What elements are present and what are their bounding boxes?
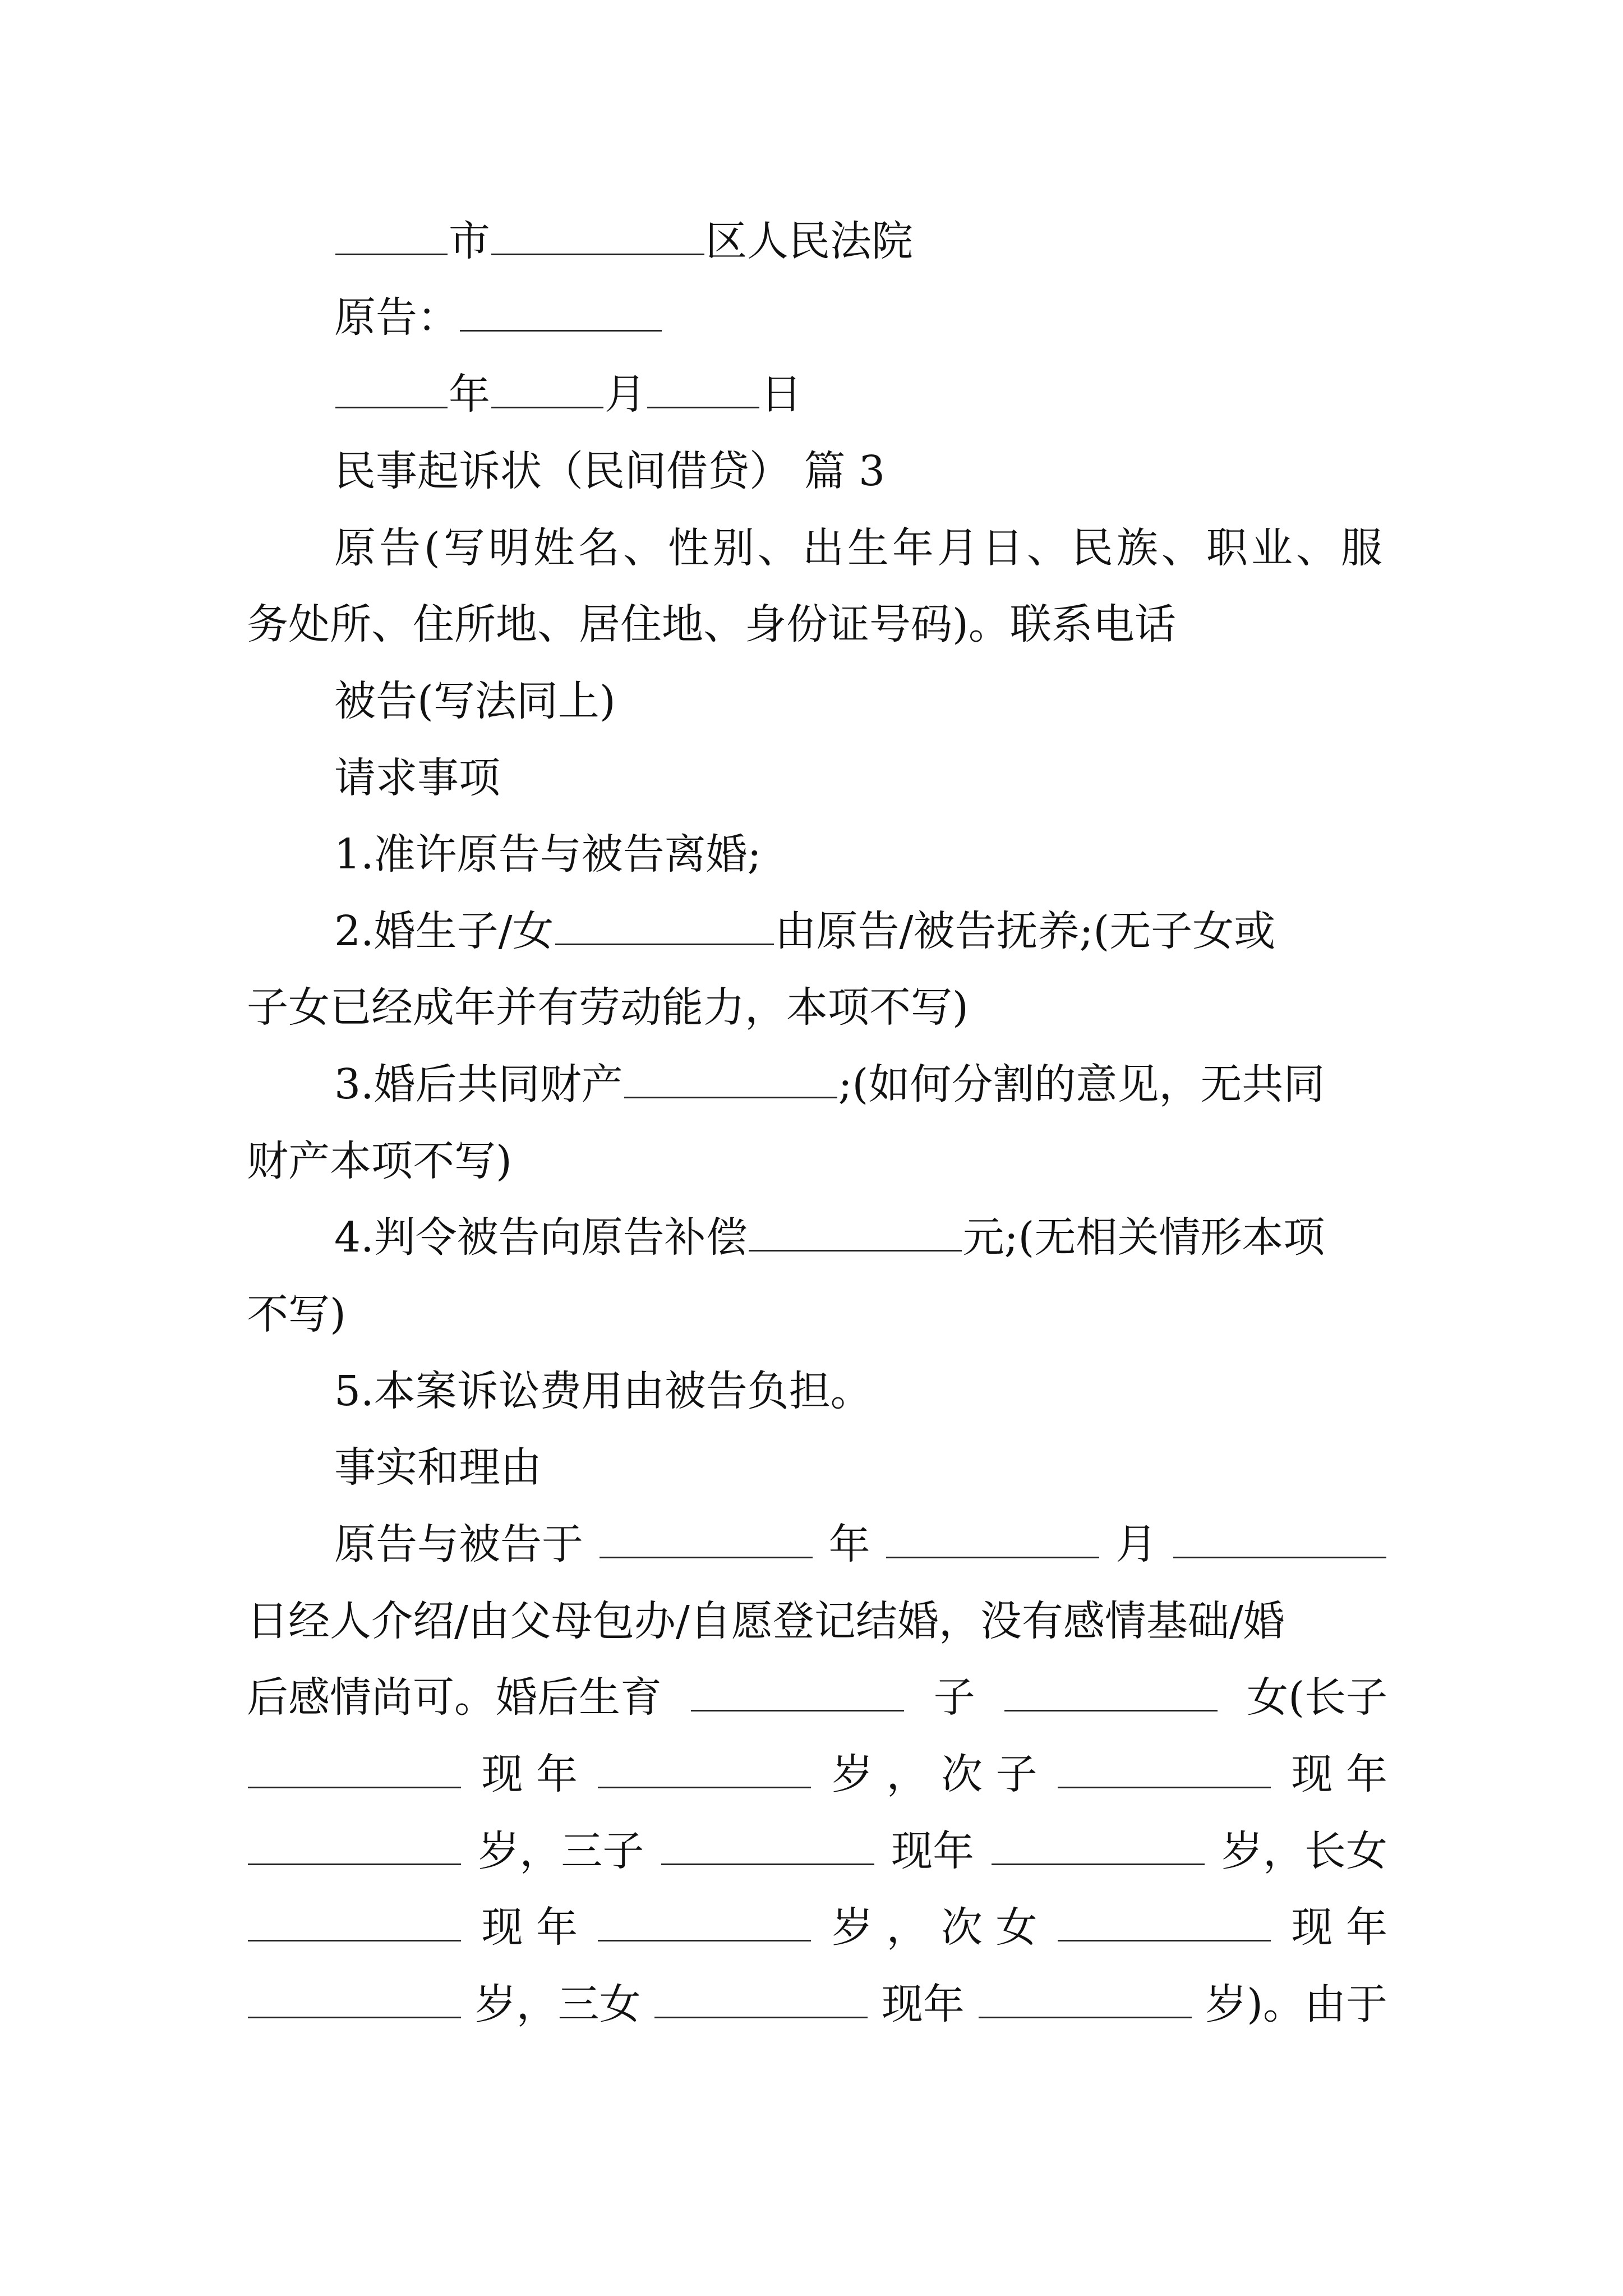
facts-l6-c: 现 年 xyxy=(1291,1903,1387,1952)
facts-l5-blank-1 xyxy=(248,1824,461,1865)
claim-2-line-2: 子女已经成年并有劳动能力，本项不写) xyxy=(247,983,969,1032)
claim-3-line-2: 财产本项不写) xyxy=(247,1137,512,1185)
facts-l3-a: 后感情尚可。婚后生育 xyxy=(247,1673,662,1722)
facts-l4-a: 现 年 xyxy=(481,1750,578,1798)
facts-l4-blank-1 xyxy=(248,1747,461,1788)
claim-4-prefix: 4.判令被告向原告补偿 xyxy=(334,1213,748,1262)
court-city-suffix: 市 xyxy=(449,217,490,265)
facts-l6-b: 岁 ， 次 女 xyxy=(831,1903,1038,1952)
facts-l6-blank-1 xyxy=(248,1901,461,1941)
date-month: 月 xyxy=(605,370,646,418)
court-line xyxy=(334,213,913,269)
facts-l7-b: 现年 xyxy=(881,1980,965,2028)
facts-l3-c: 女(长子 xyxy=(1247,1673,1387,1722)
facts-l5-b: 现年 xyxy=(891,1827,975,1875)
date-year: 年 xyxy=(449,370,490,418)
facts-l5-blank-2 xyxy=(661,1824,874,1865)
facts-l5-a: 岁，三子 xyxy=(478,1827,644,1875)
facts-l7-c: 岁)。由于 xyxy=(1205,1980,1387,2028)
claim-4-blank xyxy=(749,1211,962,1251)
section-title: 民事起诉状（民间借贷） 篇 3 xyxy=(334,447,886,495)
facts-line-3 xyxy=(247,1669,1387,1726)
facts-line-2: 日经人介绍/由父母包办/自愿登记结婚，没有感情基础/婚 xyxy=(247,1597,1285,1645)
plaintiff-sign-line xyxy=(334,289,663,346)
year-blank xyxy=(335,367,448,408)
claim-2-prefix: 2.婚生子/女 xyxy=(334,907,554,955)
facts-l4-blank-3 xyxy=(1058,1747,1271,1788)
claim-3-suffix: ;(如何分割的意见，无共同 xyxy=(838,1060,1325,1108)
facts-l3-blank-1 xyxy=(691,1671,904,1711)
date-day: 日 xyxy=(760,370,802,418)
facts-l1-b: 年 xyxy=(828,1520,870,1568)
facts-line-5 xyxy=(247,1823,1387,1879)
claim-2-suffix: 由原告/被告抚养;(无子女或 xyxy=(774,907,1276,955)
plaintiff-line-1: 原告(写明姓名、性别、出生年月日、民族、职业、服 xyxy=(334,524,1386,572)
claim-4 xyxy=(334,1209,1325,1266)
facts-l4-b: 岁 ， 次 子 xyxy=(831,1750,1038,1798)
claims-heading: 请求事项 xyxy=(334,754,500,802)
claim-3 xyxy=(334,1056,1325,1112)
facts-l5-c: 岁，长女 xyxy=(1221,1827,1387,1875)
facts-heading: 事实和理由 xyxy=(334,1443,542,1492)
facts-line-1 xyxy=(334,1516,1387,1572)
district-blank xyxy=(491,214,704,255)
facts-l3-b: 子 xyxy=(933,1673,975,1722)
facts-l1-blank-3 xyxy=(1173,1517,1386,1558)
facts-line-6 xyxy=(247,1899,1387,1955)
claim-2-blank xyxy=(555,904,774,945)
facts-l3-blank-2 xyxy=(1004,1671,1218,1711)
facts-l1-a: 原告与被告于 xyxy=(334,1520,583,1568)
facts-l6-a: 现 年 xyxy=(481,1903,578,1952)
month-blank xyxy=(491,367,603,408)
claim-5: 5.本案诉讼费用由被告负担。 xyxy=(334,1367,872,1415)
day-blank xyxy=(647,367,759,408)
facts-l7-blank-1 xyxy=(248,1977,461,2018)
plaintiff-sign-blank xyxy=(460,291,662,332)
facts-l4-blank-2 xyxy=(598,1747,811,1788)
claim-4-suffix: 元;(无相关情形本项 xyxy=(962,1213,1325,1262)
date-line xyxy=(334,366,802,422)
facts-l7-blank-3 xyxy=(979,1977,1192,2018)
plaintiff-sign-label: 原告： xyxy=(334,293,459,342)
facts-l1-c: 月 xyxy=(1115,1520,1158,1568)
facts-line-7 xyxy=(247,1976,1387,2032)
city-blank xyxy=(335,214,448,255)
claim-3-blank xyxy=(624,1057,837,1098)
facts-line-4 xyxy=(247,1746,1387,1802)
facts-l4-c: 现 年 xyxy=(1291,1750,1387,1798)
facts-l6-blank-3 xyxy=(1058,1901,1271,1941)
defendant-line: 被告(写法同上) xyxy=(334,677,616,725)
claim-2 xyxy=(334,903,1275,959)
claim-1: 1.准许原告与被告离婚; xyxy=(334,830,762,878)
facts-l7-blank-2 xyxy=(654,1977,868,2018)
claim-4-line-2: 不写) xyxy=(247,1290,346,1338)
facts-l6-blank-2 xyxy=(598,1901,811,1941)
facts-l1-blank-1 xyxy=(600,1517,813,1558)
court-district-suffix: 区人民法院 xyxy=(706,217,913,265)
facts-l1-blank-2 xyxy=(886,1517,1099,1558)
plaintiff-line-2: 务处所、住所地、居住地、身份证号码)。联系电话 xyxy=(247,600,1176,648)
claim-3-prefix: 3.婚后共同财产 xyxy=(334,1060,623,1108)
facts-l5-blank-3 xyxy=(992,1824,1205,1865)
facts-l7-a: 岁，三女 xyxy=(474,1980,641,2028)
